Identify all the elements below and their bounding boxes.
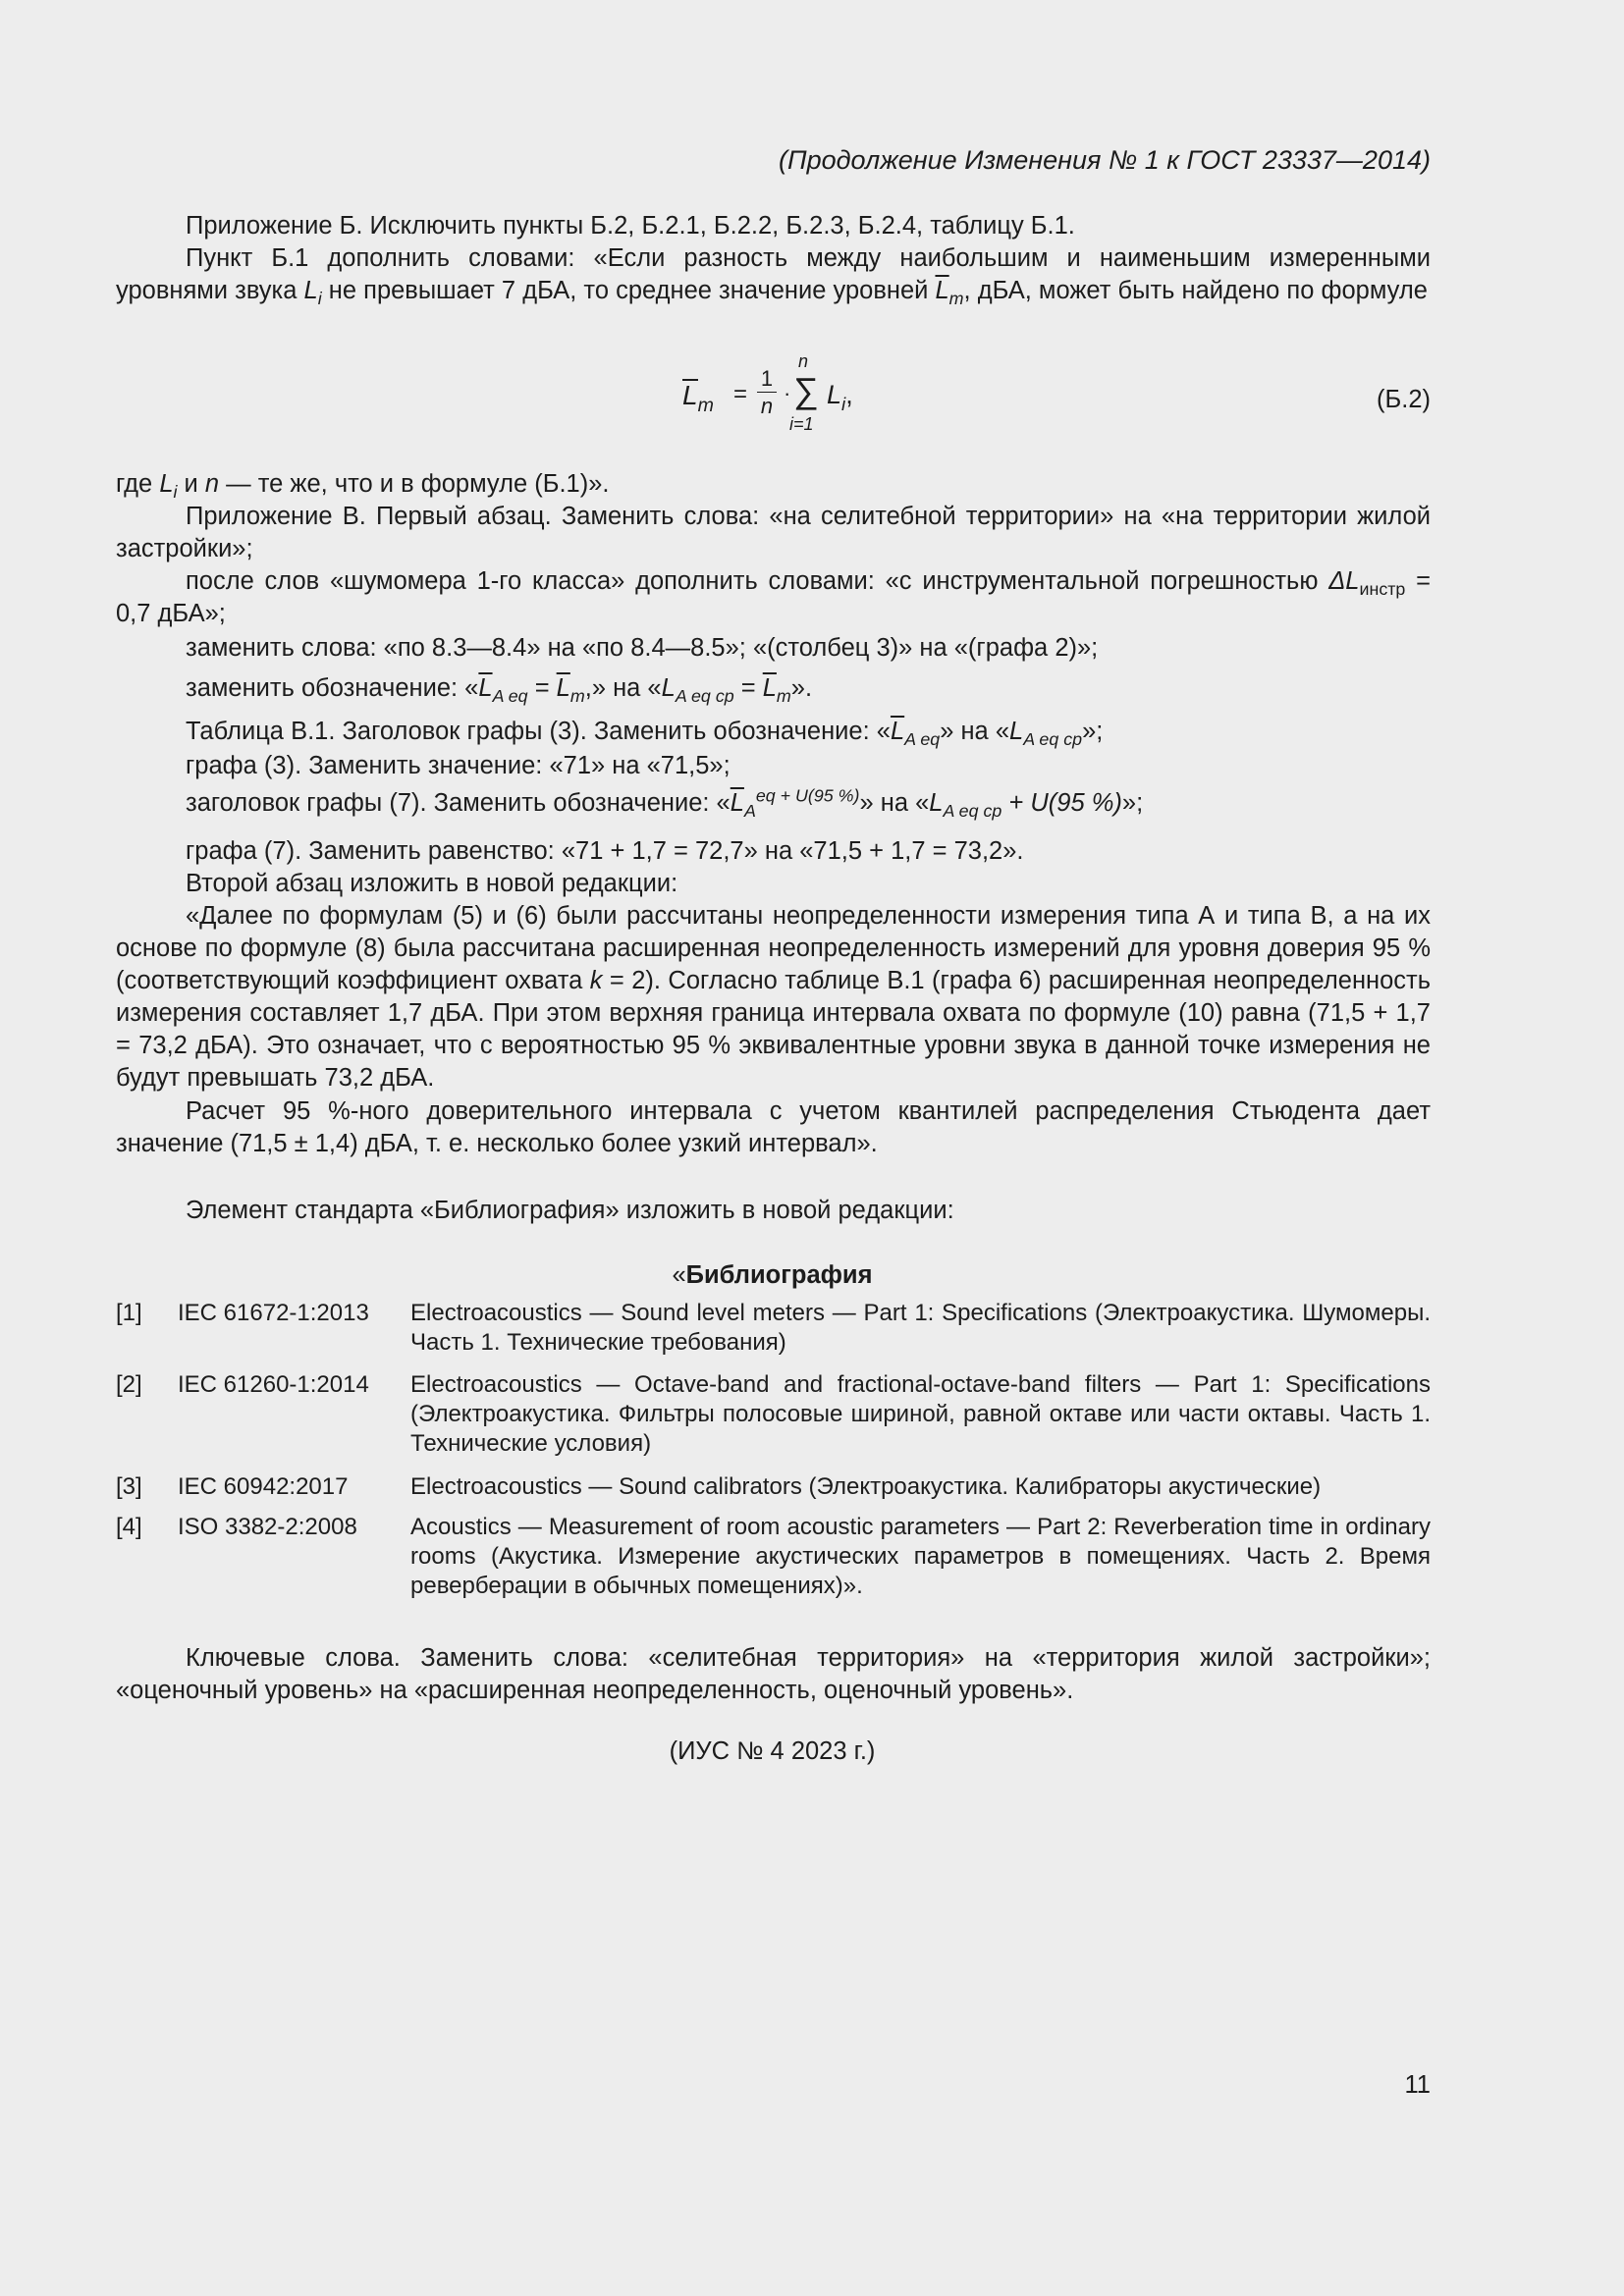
paragraph-replace-words: заменить слова: «по 8.3—8.4» на «по 8.4—8.5»; «(столбец 3)» на «(графа 2)»; [186, 634, 1099, 662]
paragraph-b1-addition: Пункт Б.1 дополнить словами: «Если разность между наибольшим и наименьшим измеренными уровнями звука $L_i$ не превышает 7 дБА, то среднее значение уровней $\overline{L}_m$, дБА, может быть найдено по формуле [116, 244, 1431, 309]
paragraph-bibliography-intro: Элемент стандарта «Библиография» изложить в новой редакции: [186, 1197, 954, 1224]
formula-b2 [682, 351, 918, 442]
paragraph-second-para: Второй абзац изложить в новой редакции: [186, 870, 678, 897]
formula-sum-lower: i=1 [789, 414, 814, 434]
formula-lhs: $L_m$ [682, 380, 714, 416]
paragraph-replace-symbol: заменить обозначение: «$\overline{L}_{A eq} = \overline{L}_m$,» на «$L_{A eq ср} = \overline{L}_m$». [186, 674, 813, 707]
paragraph-appendix-b: Приложение Б. Исключить пункты Б.2, Б.2.1, Б.2.2, Б.2.3, Б.2.4, таблицу Б.1. [186, 212, 1075, 240]
bibliography-item: [1] IEC 61672-1:2013 Electroacoustics — Sound level meters — Part 1: Specifications (Электроакустика. Шумомеры. Часть 1. Технические требования) [116, 1300, 1431, 1356]
formula-sum-sign: ∑ [793, 370, 819, 410]
formula-term: $L_i$, [827, 380, 853, 415]
bibliography-item: [2] IEC 61260-1:2014 Electroacoustics — Octave-band and fractional-octave-band filters — Part 1: Specifications (Электроакустика. Фильтры полосовые шириной, равной октаве или части октавы. Часть 1. Технические условия) [116, 1371, 1431, 1457]
paragraph-keywords: Ключевые слова. Заменить слова: «селитебная территория» на «территория жилой застройки»; «оценочный уровень» на «расширенная неопределенность, оценочный уровень». [116, 1644, 1431, 1704]
paragraph-appendix-v: Приложение В. Первый абзац. Заменить слова: «на селитебной территории» на «на территории жилой застройки»; [116, 503, 1431, 562]
formula-equals: = [733, 381, 748, 407]
ius-reference: (ИУС № 4 2023 г.) [669, 1737, 876, 1765]
bibliography-title: «Библиография [672, 1261, 873, 1289]
paragraph-table-v1-col3: Таблица В.1. Заголовок графы (3). Заменить обозначение: «$\overline{L}_{A eq}$» на «$L_{A eq ср}$»; [186, 718, 1104, 750]
paragraph-quoted-text: «Далее по формулам (5) и (6) были рассчитаны неопределенности измерения типа А и типа В, а на их основе по формуле (8) была рассчитана расширенная неопределенность измерений для уровня доверия 95 % (соответствующий коэффициент охвата k = 2). Согласно таблице В.1 (графа 6) расширенная неопределенность измерения составляет 1,7 дБА. При этом верхняя граница интервала охвата по формуле (10) равна (71,5 + 1,7 = 73,2 дБА). Это означает, что с вероятностью 95 % эквивалентные уровни звука в данной точке измерения не будут превышать 73,2 дБА. [116, 902, 1432, 1092]
bibliography-item: [3] IEC 60942:2017 Electroacoustics — Sound calibrators (Электроакустика. Калибраторы акустические) [116, 1473, 1322, 1500]
formula-sum-upper: n [798, 351, 809, 371]
formula-number: (Б.2) [1377, 386, 1431, 413]
formula-fraction: 1 n [757, 367, 777, 419]
paragraph-col3-value: графа (3). Заменить значение: «71» на «71,5»; [186, 752, 731, 779]
page-header: (Продолжение Изменения № 1 к ГОСТ 23337—2014) [779, 145, 1431, 175]
bibliography-item: [4] ISO 3382-2:2008 Acoustics — Measurement of room acoustic parameters — Part 2: Reverberation time in ordinary rooms (Акустика. Измерение акустических параметров в помещениях. Часть 2. Время реверберации в обычных помещениях)». [116, 1514, 1431, 1599]
paragraph-col7-equality: графа (7). Заменить равенство: «71 + 1,7 = 72,7» на «71,5 + 1,7 = 73,2». [186, 837, 1024, 865]
paragraph-meter-class: после слов «шумомера 1-го класса» дополнить словами: «с инструментальной погрешностью $\Delta L_{инстр} = 0,7$ дБА»; [116, 567, 1431, 627]
paragraph-student: Расчет 95 %-ного доверительного интервала с учетом квантилей распределения Стьюдента дает значение (71,5 ± 1,4) дБА, т. е. несколько более узкий интервал». [116, 1097, 1431, 1157]
page-number: 11 [1404, 2071, 1431, 2099]
paragraph-col7-header: заголовок графы (7). Заменить обозначение: «$\overline{L}_A^{eq + U(95 \%)}$» на «$L_{A eq ср} + U(95$ %)»; [186, 785, 1144, 822]
paragraph-where: где $L_i$ и n — те же, что и в формуле (Б.1)». [116, 470, 610, 503]
formula-dot: · [784, 381, 791, 405]
